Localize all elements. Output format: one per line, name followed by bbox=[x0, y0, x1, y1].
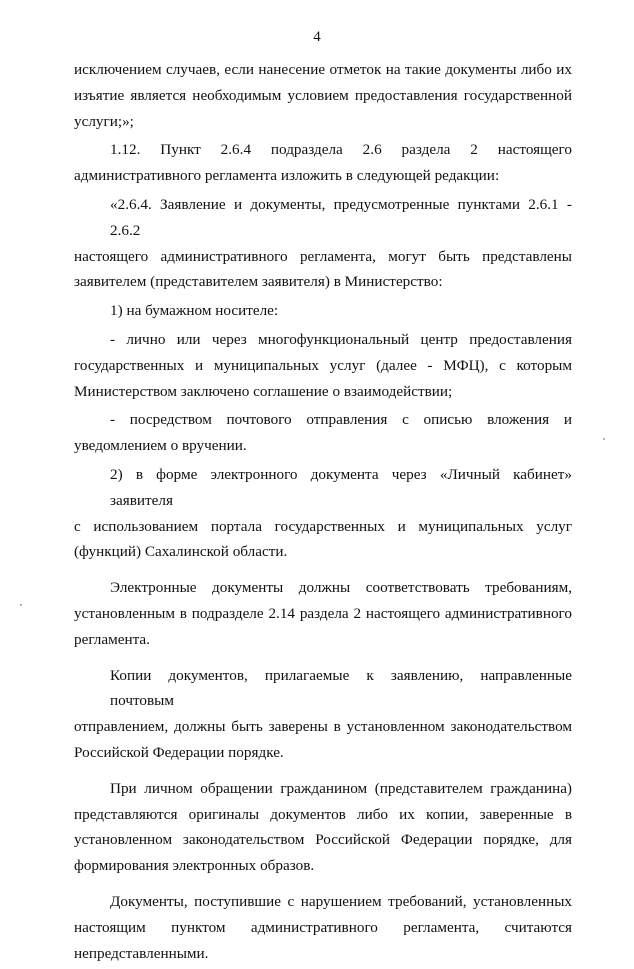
text-line: с использованием портала государственных и муниципальных услуг bbox=[74, 517, 572, 535]
text-line: настоящего административного регламента, могут быть представлены bbox=[74, 247, 572, 265]
paragraph-copies bbox=[74, 663, 572, 766]
text-line: 1) на бумажном носителе: bbox=[110, 302, 279, 320]
text-line: - посредством почтового отправления с описью вложения и bbox=[110, 411, 572, 429]
text-line: Министерством заключено соглашение о взаимодействии; bbox=[74, 382, 453, 400]
text-line: 1.12. Пункт 2.6.4 подраздела 2.6 раздела 2 настоящего bbox=[110, 141, 572, 159]
paragraph-continuation bbox=[74, 57, 572, 134]
text-line: изъятие является необходимым условием предоставления государственной bbox=[74, 86, 572, 104]
text-line: (функций) Сахалинской области. bbox=[74, 543, 288, 561]
paragraph-paper-carrier bbox=[74, 298, 572, 324]
text-line: установленном законодательством Российской Федерации порядке, для bbox=[74, 831, 572, 849]
text-line: - лично или через многофункциональный центр предоставления bbox=[110, 330, 572, 348]
text-line: настоящим пунктом административного регламента, считаются bbox=[74, 918, 572, 936]
text-line: отправлением, должны быть заверены в установленном законодательством bbox=[74, 718, 572, 736]
page-number: 4 bbox=[313, 29, 321, 45]
text-line: Копии документов, прилагаемые к заявлению, направленные почтовым bbox=[110, 666, 572, 710]
text-line: формирования электронных образов. bbox=[74, 857, 315, 875]
paragraph-2-6-4 bbox=[74, 192, 572, 295]
text-line: государственных и муниципальных услуг (далее - МФЦ), с которым bbox=[74, 356, 572, 374]
text-line: Российской Федерации порядке. bbox=[74, 743, 284, 761]
document-body bbox=[74, 57, 572, 969]
paragraph-electronic-docs bbox=[74, 575, 572, 652]
text-line: административного регламента изложить в следующей редакции: bbox=[74, 167, 500, 185]
scan-speck bbox=[603, 438, 605, 440]
text-line: представляются оригиналы документов либо их копии, заверенные в bbox=[74, 805, 572, 823]
text-line: исключением случаев, если нанесение отметок на такие документы либо их bbox=[74, 61, 572, 78]
text-line: 2) в форме электронного документа через «Личный кабинет» заявителя bbox=[110, 465, 572, 509]
text-line: «2.6.4. Заявление и документы, предусмотренные пунктами 2.6.1 - 2.6.2 bbox=[110, 195, 572, 239]
text-line: установленным в подразделе 2.14 раздела 2 настоящего административного bbox=[74, 604, 572, 622]
text-line: При личном обращении гражданином (представителем гражданина) bbox=[110, 779, 572, 797]
text-line: регламента. bbox=[74, 630, 150, 648]
paragraph-personal-visit bbox=[74, 776, 572, 879]
paragraph-postal bbox=[74, 407, 572, 459]
paragraph-in-person bbox=[74, 327, 572, 404]
text-line: Электронные документы должны соответствовать требованиям, bbox=[110, 579, 572, 597]
text-line: непредставленными. bbox=[74, 944, 209, 962]
text-line: заявителем (представителем заявителя) в Министерство: bbox=[74, 273, 443, 291]
text-line: услуги;»; bbox=[74, 112, 134, 130]
paragraph-violations bbox=[74, 889, 572, 966]
paragraph-item-1-12 bbox=[74, 137, 572, 189]
scan-speck bbox=[20, 604, 22, 606]
text-line: Документы, поступившие с нарушением требований, установленных bbox=[110, 892, 572, 910]
paragraph-electronic-form bbox=[74, 462, 572, 565]
text-line: уведомлением о вручении. bbox=[74, 437, 247, 455]
